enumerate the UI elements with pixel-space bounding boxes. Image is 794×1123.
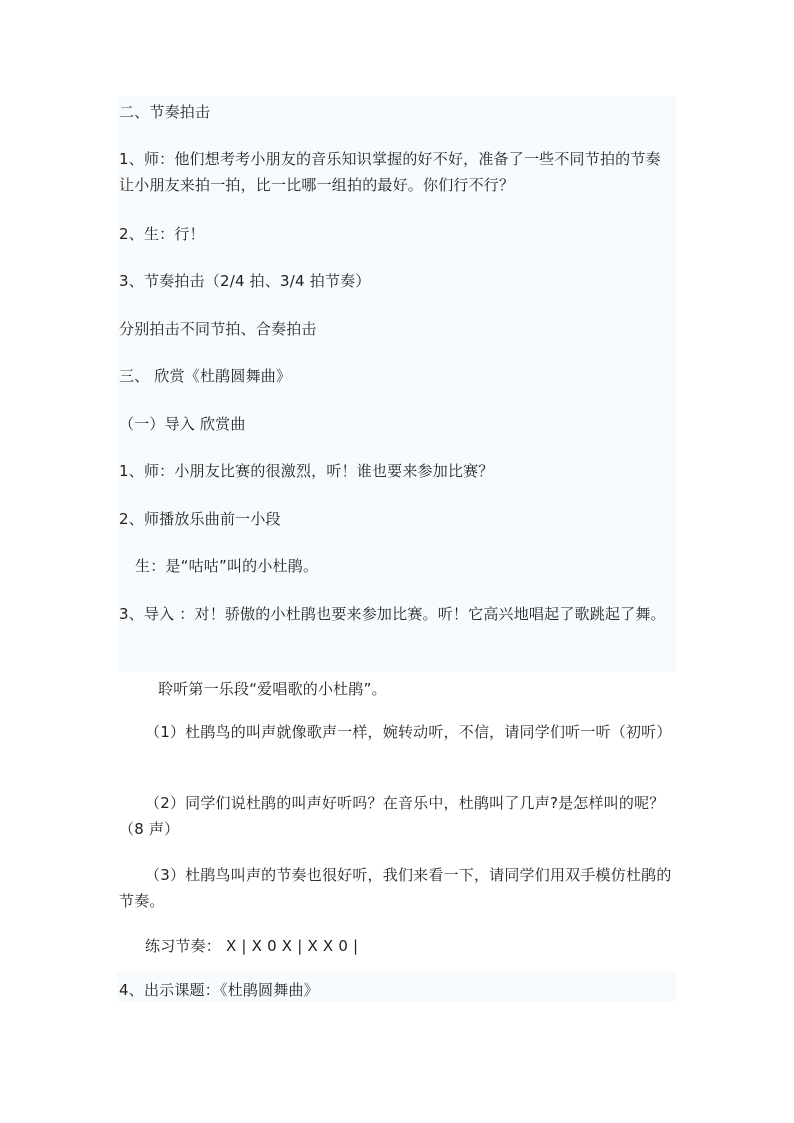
paragraph-teacher-listen: 1、师：小朋友比赛的很激烈，听！谁也要来参加比赛？: [119, 462, 494, 480]
paragraph-play-music: 2、师播放乐曲前一小段: [119, 510, 281, 528]
paragraph-item-3: （3）杜鹃鸟叫声的节奏也很好听，我们来看一下，请同学们用双手模仿杜鹃的节奏。: [119, 866, 672, 910]
paragraph-intro-contest: 3、导入 ：对！骄傲的小杜鹃也要来参加比赛。听！它高兴地唱起了歌跳起了舞。: [119, 605, 666, 623]
paragraph-separate-clapping: 分别拍击不同节拍、合奏拍击: [119, 320, 317, 338]
subsection-heading-intro: （一）导入 欣赏曲: [119, 415, 246, 433]
section-heading-rhythm: 二、节奏拍击: [119, 103, 211, 121]
section-heading-appreciation: 三、 欣赏《杜鹃圆舞曲》: [119, 367, 292, 385]
paragraph-rhythm-exercise: 练习节奏： X | X 0 X | X X 0 |: [145, 937, 359, 955]
paragraph-rhythm-clapping: 3、节奏拍击（2/4 拍、3/4 拍节奏）: [119, 272, 371, 290]
paragraph-student-cuckoo: 生：是“咕咕”叫的小杜鹃。: [135, 557, 319, 575]
paragraph-student-answer: 2、生：行！: [119, 225, 205, 243]
paragraph-teacher-question: 1、师：他们想考考小朋友的音乐知识掌握的好不好，准备了一些不同节拍的节奏让小朋友来拍一拍，比一比哪一组拍的最好。你们行不行？: [119, 150, 661, 194]
paragraph-item-1: （1）杜鹃鸟的叫声就像歌声一样，婉转动听，不信，请同学们听一听（初听）: [145, 723, 672, 741]
paragraph-show-title: 4、出示课题：《杜鹃圆舞曲》: [119, 981, 319, 999]
paragraph-item-2: （2）同学们说杜鹃的叫声好听吗？在音乐中，杜鹃叫了几声?是怎样叫的呢？（8 声）: [119, 794, 665, 838]
paragraph-listen-first-section: 聆听第一乐段“爱唱歌的小杜鹃”。: [158, 680, 387, 698]
